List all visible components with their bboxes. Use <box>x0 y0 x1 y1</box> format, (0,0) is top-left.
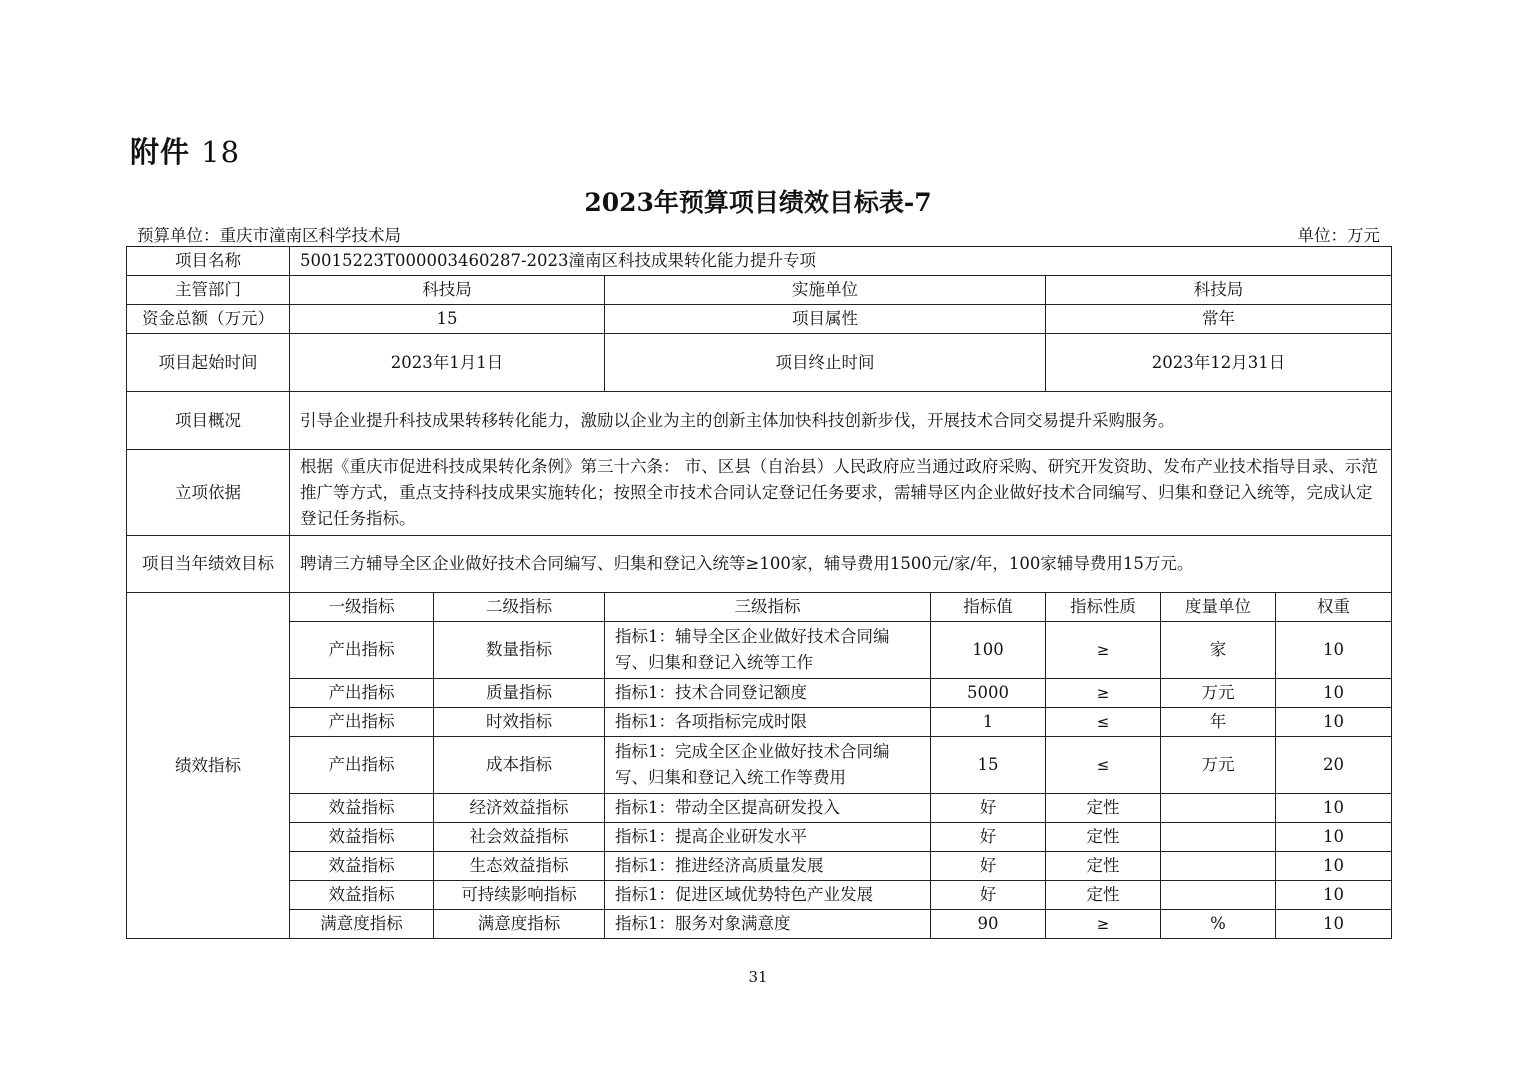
cell-weight: 10 <box>1276 708 1392 737</box>
cell-level3: 指标1：促进区域优势特色产业发展 <box>605 881 931 910</box>
header-value: 指标值 <box>931 593 1046 622</box>
currency-unit: 单位：万元 <box>1297 226 1380 245</box>
table-row <box>127 910 1392 939</box>
cell-nature: ≥ <box>1046 679 1161 708</box>
label-overview: 项目概况 <box>127 392 290 450</box>
label-goal: 项目当年绩效目标 <box>127 536 290 593</box>
row-overview <box>127 392 1392 450</box>
attachment-label <box>130 130 240 171</box>
cell-level2: 社会效益指标 <box>434 823 605 852</box>
label-basis: 立项依据 <box>127 450 290 536</box>
cell-level1: 产出指标 <box>290 708 434 737</box>
header-weight: 权重 <box>1276 593 1392 622</box>
cell-value: 5000 <box>931 679 1046 708</box>
cell-nature: 定性 <box>1046 881 1161 910</box>
cell-weight: 10 <box>1276 823 1392 852</box>
value-department: 科技局 <box>290 276 605 305</box>
cell-unit: 万元 <box>1161 679 1276 708</box>
cell-value: 好 <box>931 794 1046 823</box>
cell-level2: 数量指标 <box>434 622 605 679</box>
cell-level3: 指标1：辅导全区企业做好技术合同编写、归集和登记入统等工作 <box>605 622 931 679</box>
cell-nature: ≤ <box>1046 737 1161 794</box>
cell-weight: 10 <box>1276 679 1392 708</box>
page-number: 31 <box>748 968 768 986</box>
cell-value: 100 <box>931 622 1046 679</box>
indicator-header-row <box>127 593 1392 622</box>
cell-weight: 10 <box>1276 794 1392 823</box>
row-dates <box>127 334 1392 392</box>
cell-unit <box>1161 794 1276 823</box>
attachment-word: 附件 <box>130 135 191 169</box>
cell-unit <box>1161 823 1276 852</box>
cell-level1: 产出指标 <box>290 679 434 708</box>
value-goal: 聘请三方辅导全区企业做好技术合同编写、归集和登记入统等≥100家，辅导费用1500元/家/年，100家辅导费用15万元。 <box>290 536 1392 593</box>
cell-value: 15 <box>931 737 1046 794</box>
cell-level3: 指标1：带动全区提高研发投入 <box>605 794 931 823</box>
cell-level3: 指标1：技术合同登记额度 <box>605 679 931 708</box>
cell-level3: 指标1：推进经济高质量发展 <box>605 852 931 881</box>
cell-level1: 满意度指标 <box>290 910 434 939</box>
cell-level3: 指标1：各项指标完成时限 <box>605 708 931 737</box>
table-row <box>127 794 1392 823</box>
header-level3: 三级指标 <box>605 593 931 622</box>
table-row <box>127 679 1392 708</box>
label-implementer: 实施单位 <box>605 276 1046 305</box>
cell-unit: 家 <box>1161 622 1276 679</box>
header-unit: 度量单位 <box>1161 593 1276 622</box>
cell-value: 1 <box>931 708 1046 737</box>
cell-value: 好 <box>931 823 1046 852</box>
value-overview: 引导企业提升科技成果转移转化能力，激励以企业为主的创新主体加快科技创新步伐，开展技术合同交易提升采购服务。 <box>290 392 1392 450</box>
cell-unit: 年 <box>1161 708 1276 737</box>
document-title: 2023年预算项目绩效目标表-7 <box>584 188 932 217</box>
cell-level1: 效益指标 <box>290 852 434 881</box>
label-end-time: 项目终止时间 <box>605 334 1046 392</box>
performance-table <box>126 246 1392 939</box>
value-project-name: 50015223T000003460287-2023潼南区科技成果转化能力提升专项 <box>290 247 1392 276</box>
cell-level2: 满意度指标 <box>434 910 605 939</box>
table-row <box>127 737 1392 794</box>
header-level1: 一级指标 <box>290 593 434 622</box>
cell-value: 好 <box>931 852 1046 881</box>
cell-nature: ≥ <box>1046 910 1161 939</box>
cell-weight: 20 <box>1276 737 1392 794</box>
label-project-name: 项目名称 <box>127 247 290 276</box>
cell-level1: 效益指标 <box>290 823 434 852</box>
row-goal <box>127 536 1392 593</box>
header-nature: 指标性质 <box>1046 593 1161 622</box>
cell-weight: 10 <box>1276 622 1392 679</box>
table-row <box>127 823 1392 852</box>
label-attribute: 项目属性 <box>605 305 1046 334</box>
cell-nature: ≥ <box>1046 622 1161 679</box>
cell-level2: 成本指标 <box>434 737 605 794</box>
row-basis <box>127 450 1392 536</box>
budget-unit: 预算单位：重庆市潼南区科学技术局 <box>137 226 401 245</box>
cell-level2: 可持续影响指标 <box>434 881 605 910</box>
table-row <box>127 622 1392 679</box>
table-row <box>127 881 1392 910</box>
cell-level1: 效益指标 <box>290 881 434 910</box>
value-attribute: 常年 <box>1046 305 1392 334</box>
cell-unit: 万元 <box>1161 737 1276 794</box>
cell-level1: 产出指标 <box>290 622 434 679</box>
cell-level2: 质量指标 <box>434 679 605 708</box>
cell-level3: 指标1：完成全区企业做好技术合同编写、归集和登记入统工作等费用 <box>605 737 931 794</box>
row-department <box>127 276 1392 305</box>
label-total-funds: 资金总额（万元） <box>127 305 290 334</box>
attachment-number: 18 <box>201 135 241 169</box>
cell-level3: 指标1：服务对象满意度 <box>605 910 931 939</box>
cell-level3: 指标1：提高企业研发水平 <box>605 823 931 852</box>
row-project-name <box>127 247 1392 276</box>
cell-level2: 经济效益指标 <box>434 794 605 823</box>
cell-value: 好 <box>931 881 1046 910</box>
label-department: 主管部门 <box>127 276 290 305</box>
table-row <box>127 852 1392 881</box>
cell-nature: ≤ <box>1046 708 1161 737</box>
row-funds <box>127 305 1392 334</box>
value-implementer: 科技局 <box>1046 276 1392 305</box>
table-row <box>127 708 1392 737</box>
value-start-time: 2023年1月1日 <box>290 334 605 392</box>
value-end-time: 2023年12月31日 <box>1046 334 1392 392</box>
cell-level1: 效益指标 <box>290 794 434 823</box>
cell-unit <box>1161 881 1276 910</box>
label-start-time: 项目起始时间 <box>127 334 290 392</box>
cell-weight: 10 <box>1276 852 1392 881</box>
cell-level2: 时效指标 <box>434 708 605 737</box>
cell-unit <box>1161 852 1276 881</box>
cell-weight: 10 <box>1276 910 1392 939</box>
header-level2: 二级指标 <box>434 593 605 622</box>
value-total-funds: 15 <box>290 305 605 334</box>
cell-nature: 定性 <box>1046 794 1161 823</box>
cell-nature: 定性 <box>1046 852 1161 881</box>
value-basis: 根据《重庆市促进科技成果转化条例》第三十六条： 市、区县（自治县）人民政府应当通过政府采购、研究开发资助、发布产业技术指导目录、示范推广等方式，重点支持科技成果实施转化；按照全市技术合同认定登记任务要求，需辅导区内企业做好技术合同编写、归集和登记入统等，完成认定登记任务指标。 <box>290 450 1392 536</box>
label-indicators: 绩效指标 <box>127 593 290 939</box>
cell-level1: 产出指标 <box>290 737 434 794</box>
cell-level2: 生态效益指标 <box>434 852 605 881</box>
cell-value: 90 <box>931 910 1046 939</box>
cell-nature: 定性 <box>1046 823 1161 852</box>
cell-weight: 10 <box>1276 881 1392 910</box>
cell-unit: % <box>1161 910 1276 939</box>
